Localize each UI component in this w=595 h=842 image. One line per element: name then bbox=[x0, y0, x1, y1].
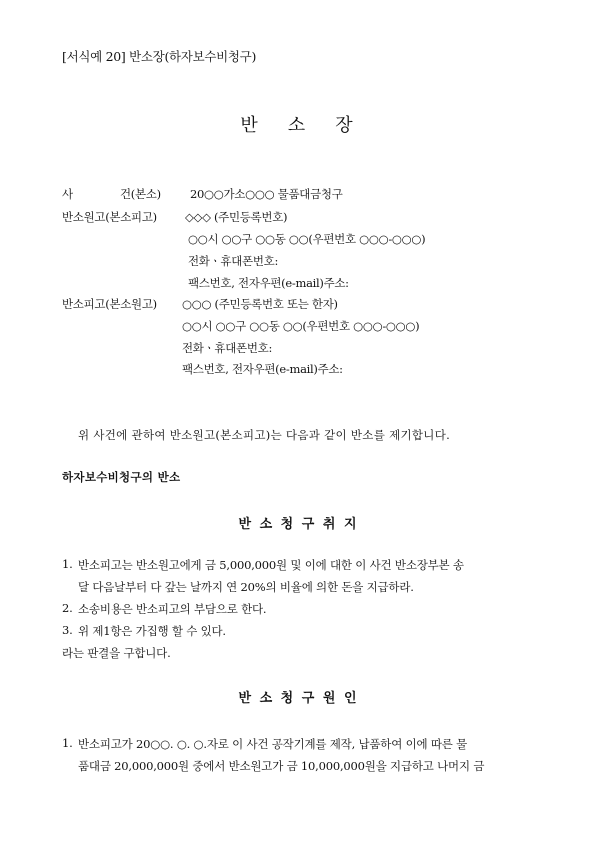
counter-plaintiff-address: ○○시 ○○구 ○○동 ○○(우편번호 ○○○-○○○) bbox=[188, 232, 426, 246]
heading-char: 반 bbox=[238, 691, 252, 706]
heading-char: 반 bbox=[238, 517, 252, 532]
item-number: 1. bbox=[62, 736, 73, 750]
case-label-prefix: 사 bbox=[62, 187, 73, 201]
cause-item-continued: 품대금 20,000,000원 중에서 반소원고가 금 10,000,000원을 지급하고 나머지 금 bbox=[78, 759, 485, 773]
heading-char: 원 bbox=[322, 691, 336, 706]
item-number: 3. bbox=[62, 623, 73, 637]
item-text: 반소피고가 20○○. ○. ○.자로 이 사건 공작기계를 제작, 납품하여 이에 따른 물 bbox=[78, 737, 468, 751]
form-label: [서식예 20] 반소장(하자보수비청구) bbox=[62, 49, 257, 64]
counter-plaintiff-name: ◇◇◇ (주민등록번호) bbox=[185, 210, 288, 224]
heading-char: 지 bbox=[343, 517, 357, 532]
title-char: 소 bbox=[287, 115, 308, 136]
counter-plaintiff-label: 반소원고(본소피고) bbox=[62, 210, 157, 224]
title-char: 반 bbox=[240, 115, 260, 136]
heading-char: 소 bbox=[259, 517, 273, 532]
counter-plaintiff-phone: 전화ㆍ휴대폰번호: bbox=[188, 254, 279, 268]
title-char: 장 bbox=[335, 115, 355, 136]
heading-char: 구 bbox=[301, 517, 315, 532]
heading-char: 인 bbox=[343, 691, 357, 706]
heading-char: 취 bbox=[322, 517, 336, 532]
item-text: 소송비용은 반소피고의 부담으로 한다. bbox=[78, 602, 267, 616]
section-label: 하자보수비청구의 반소 bbox=[62, 470, 181, 484]
heading-char: 청 bbox=[280, 691, 294, 706]
cause-heading bbox=[0, 687, 595, 706]
heading-char: 청 bbox=[280, 517, 294, 532]
counter-defendant-address: ○○시 ○○구 ○○동 ○○(우편번호 ○○○-○○○) bbox=[182, 319, 420, 333]
item-text: 반소피고는 반소원고에게 금 5,000,000원 및 이에 대한 이 사건 반소장부본 송 bbox=[78, 558, 464, 572]
heading-char: 구 bbox=[301, 691, 315, 706]
intro-paragraph: 위 사건에 관하여 반소원고(본소피고)는 다음과 같이 반소를 제기합니다. bbox=[78, 428, 451, 442]
document-title bbox=[0, 111, 595, 137]
purpose-closing: 라는 판결을 구합니다. bbox=[62, 646, 171, 660]
purpose-heading bbox=[0, 513, 595, 532]
case-label-suffix: 건(본소) bbox=[120, 187, 161, 201]
heading-char: 소 bbox=[259, 691, 273, 706]
counter-plaintiff-fax-email: 팩스번호, 전자우편(e-mail)주소: bbox=[188, 276, 349, 290]
counter-defendant-fax-email: 팩스번호, 전자우편(e-mail)주소: bbox=[182, 362, 343, 376]
counter-defendant-phone: 전화ㆍ휴대폰번호: bbox=[182, 341, 273, 355]
purpose-item-continued: 달 다음날부터 다 갚는 날까지 연 20%의 비율에 의한 돈을 지급하라. bbox=[78, 580, 414, 594]
item-number: 1. bbox=[62, 557, 73, 571]
counter-defendant-name: ○○○ (주민등록번호 또는 한자) bbox=[182, 297, 338, 311]
item-text: 위 제1항은 가집행 할 수 있다. bbox=[78, 624, 226, 638]
counter-defendant-label: 반소피고(본소원고) bbox=[62, 297, 157, 311]
case-value: 20○○가소○○○ 물품대금청구 bbox=[190, 187, 343, 201]
item-number: 2. bbox=[62, 601, 73, 615]
